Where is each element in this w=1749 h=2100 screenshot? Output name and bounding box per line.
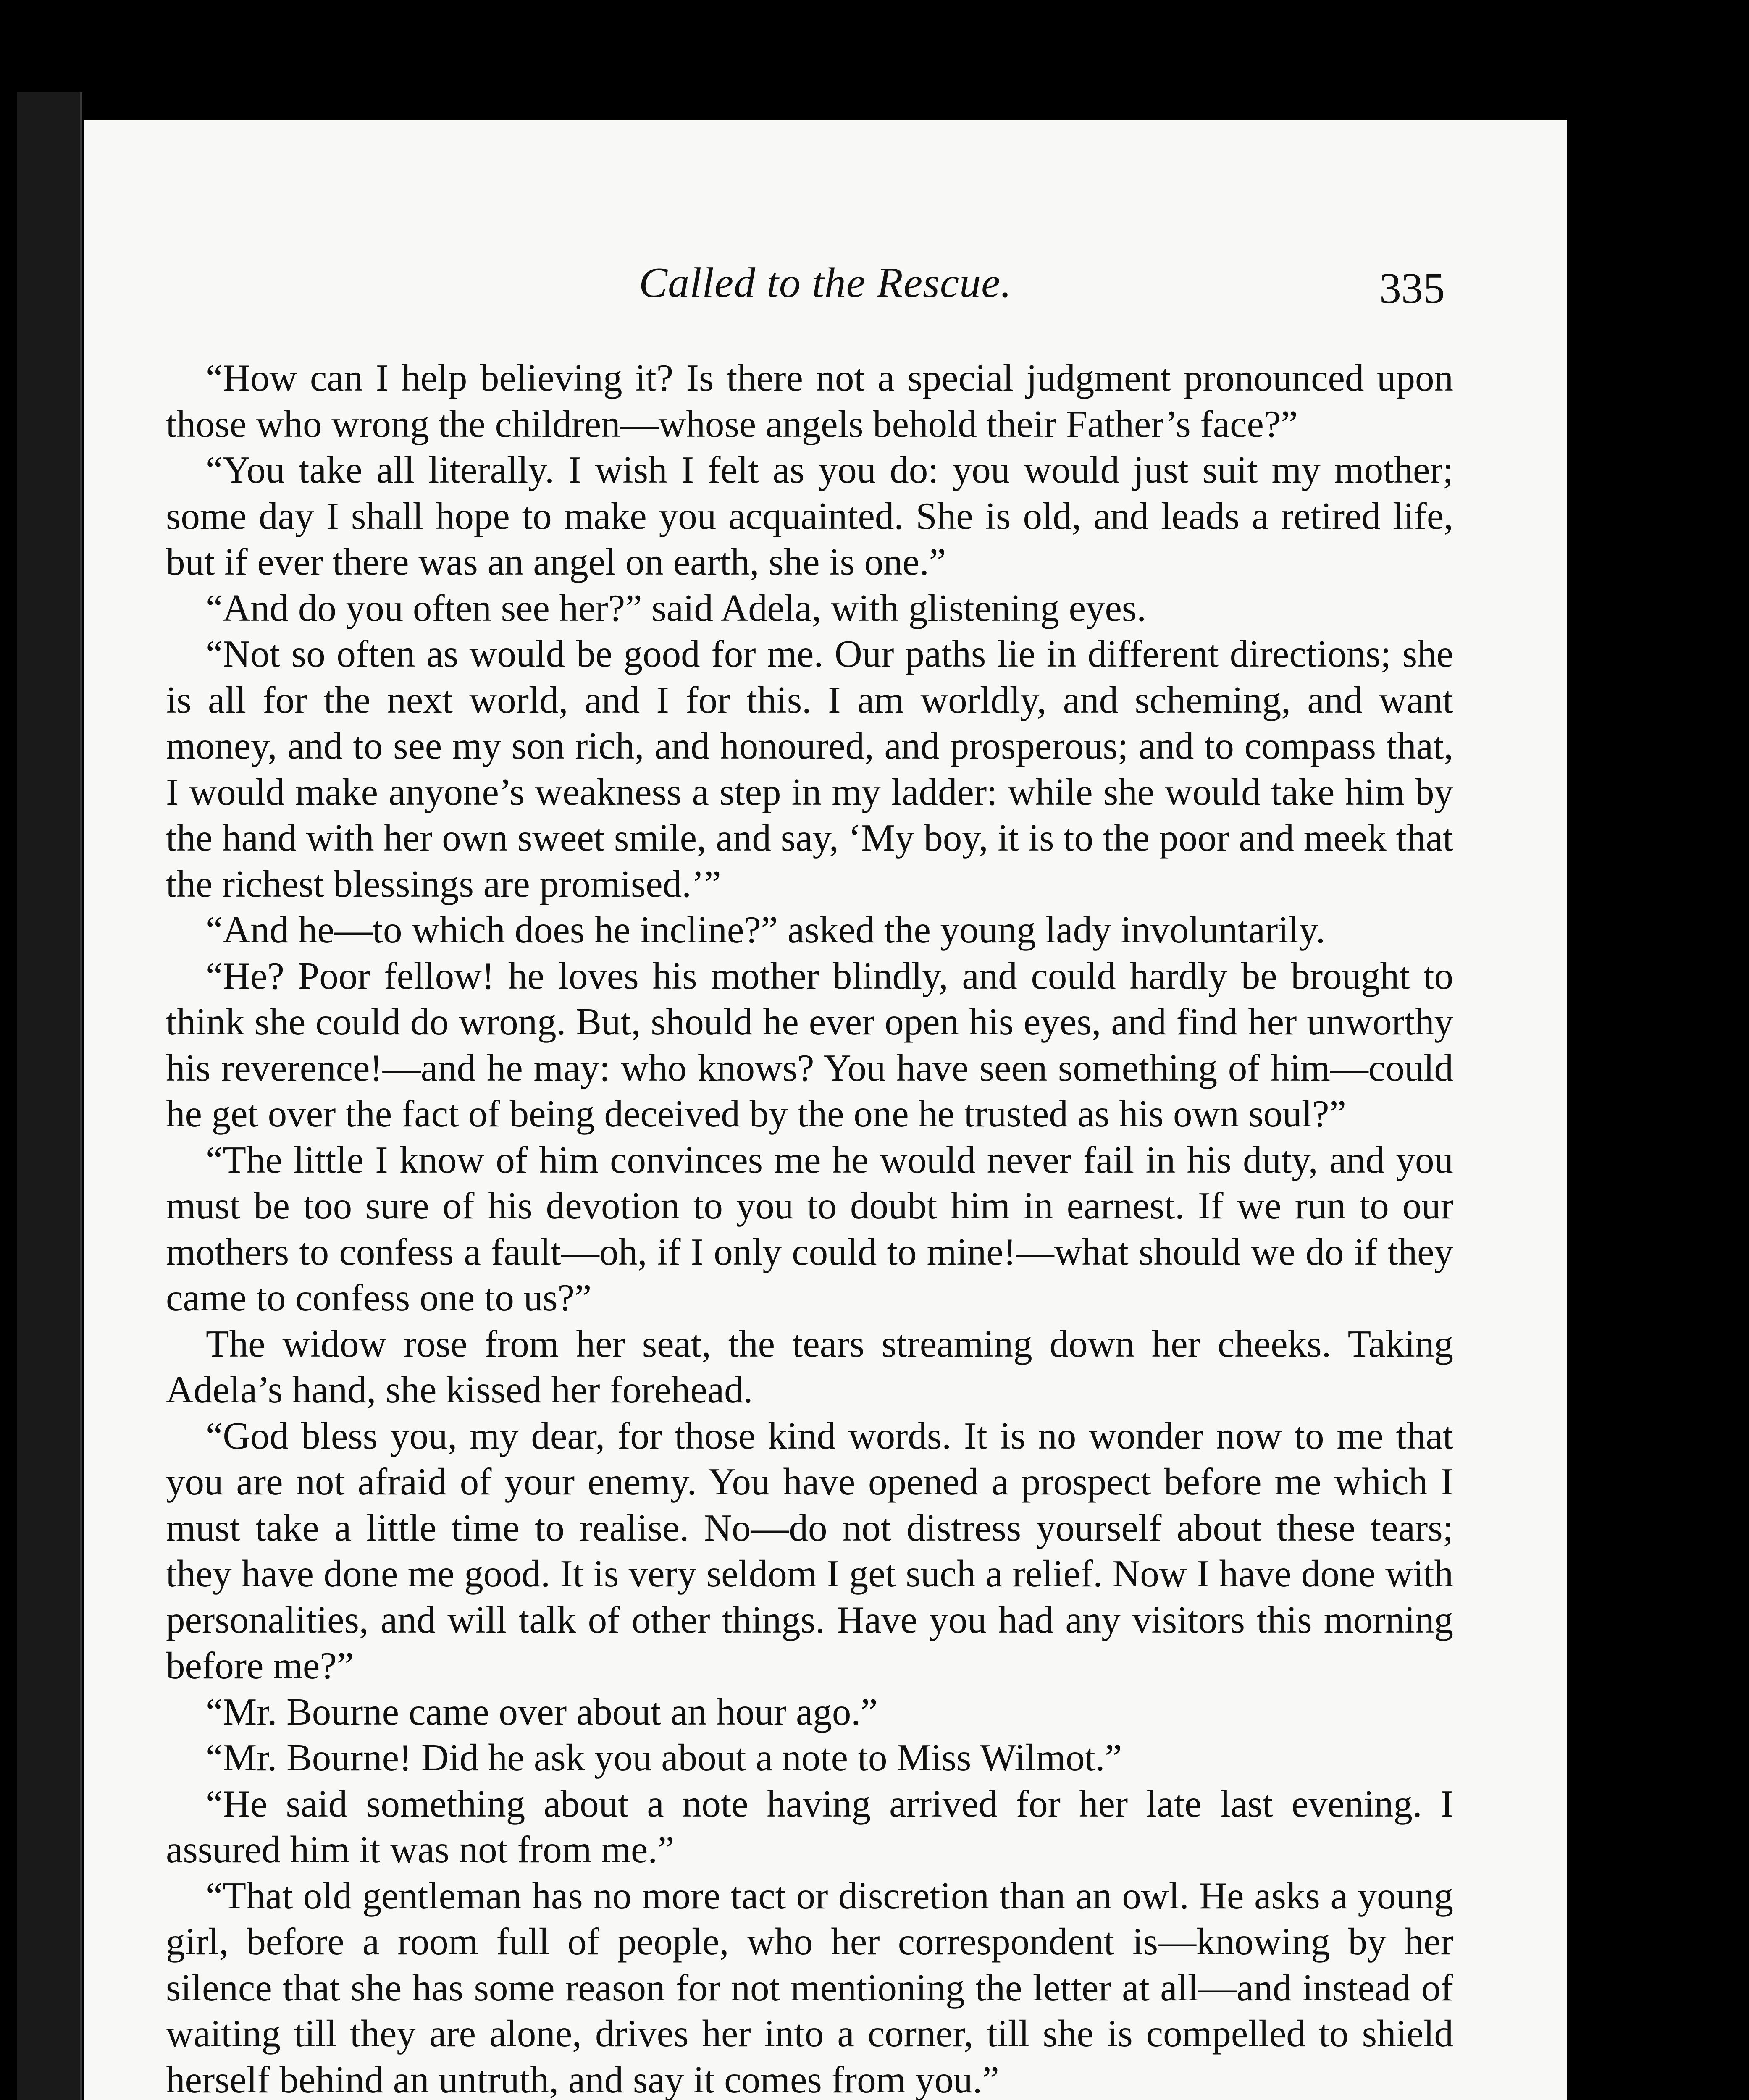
paragraph: The widow rose from her seat, the tears streaming down her cheeks. Taking Adela’s hand, she kissed her forehead. [166, 1322, 1453, 1411]
running-title: Called to the Rescue. [639, 259, 1012, 307]
page-number: 335 [1379, 264, 1445, 312]
page-header [84, 258, 1567, 326]
paragraph: “That old gentleman has no more tact or discretion than an owl. He asks a young girl, before a room full of people, who her correspondent is—knowing by her silence that she has some reason for not mentioning the letter at all—and instead of waiting till they are alone, drives her into a corner, till she is compelled to shield herself behind an untruth, and say it comes from you.” [166, 1874, 1453, 2100]
paragraph: “How can I help believing it? Is there not a special judgment pronounced upon those who wrong the children—whose angels behold their Father’s face?” [166, 357, 1453, 445]
paragraph: “God bless you, my dear, for those kind words. It is no wonder now to me that you are not afraid of your enemy. You have opened a prospect before me which I must take a little time to realise. No—do not distress yourself about these tears; they have done me good. It is very seldom I get such a relief. Now I have done with personalities, and will talk of other things. Have you had any visitors this morning before me?” [166, 1414, 1453, 1687]
paragraph: “The little I know of him convinces me he would never fail in his duty, and you must be too sure of his devotion to you to doubt him in earnest. If we run to our mothers to confess a fault—oh, if I only could to mine!—what should we do if they came to confess one to us?” [166, 1138, 1453, 1319]
book-gutter [17, 92, 82, 2100]
paragraph: “Mr. Bourne came over about an hour ago.” [206, 1690, 878, 1733]
body-text [166, 355, 1453, 2100]
paragraph: “He? Poor fellow! he loves his mother blindly, and could hardly be brought to think she could do wrong. But, should he ever open his eyes, and find her unworthy his reverence!—and he may: who knows? You have seen something of him—could he get over the fact of being deceived by the one he trusted as his own soul?” [166, 954, 1453, 1135]
book-page [84, 120, 1567, 2100]
paragraph: “You take all literally. I wish I felt as you do: you would just suit my mother; some day I shall hope to make you acquainted. She is old, and leads a retired life, but if ever there was an angel on earth, she is one.” [166, 449, 1453, 583]
paragraph: “Mr. Bourne! Did he ask you about a note to Miss Wilmot.” [206, 1736, 1122, 1779]
paragraph: “And he—to which does he incline?” asked the young lady involuntarily. [206, 908, 1326, 951]
paragraph: “He said something about a note having arrived for her late last evening. I assured him it was not from me.” [166, 1782, 1453, 1871]
paragraph: “And do you often see her?” said Adela, with glistening eyes. [206, 586, 1147, 629]
paragraph: “Not so often as would be good for me. Our paths lie in different directions; she is all for the next world, and I for this. I am worldly, and scheming, and want money, and to see my son rich, and honoured, and prosperous; and to compass that, I would make anyone’s weakness a step in my ladder: while she would take him by the hand with her own sweet smile, and say, ‘My boy, it is to the poor and meek that the richest blessings are promised.’” [166, 633, 1453, 905]
